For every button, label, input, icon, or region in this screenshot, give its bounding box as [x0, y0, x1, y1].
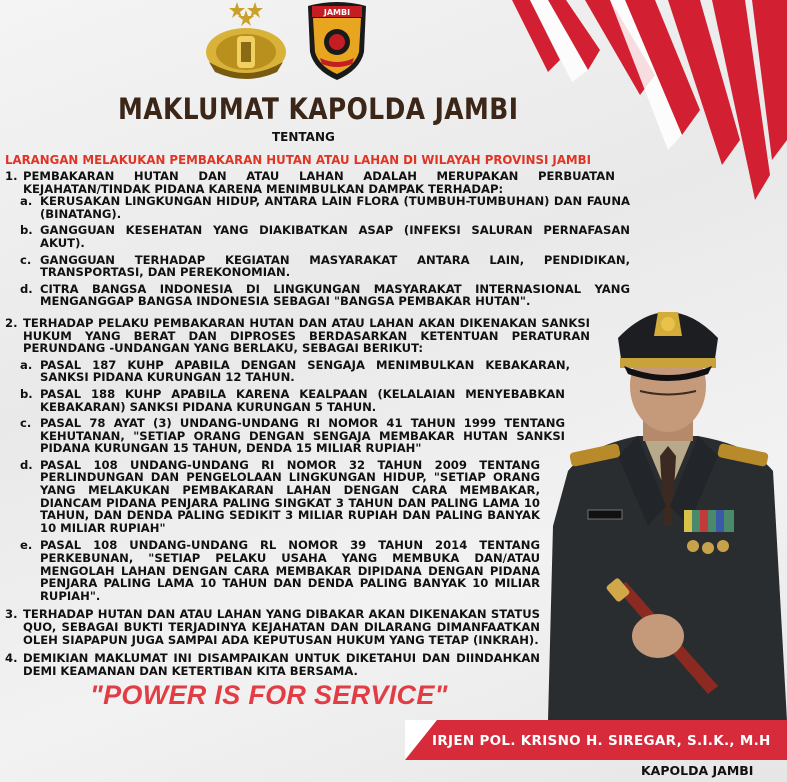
officer-portrait — [548, 296, 787, 721]
point-2-a: a. PASAL 187 KUHP APABILA DENGAN SENGAJA MENIMBULKAN KEBAKARAN, SANKSI PIDANA KURUNGAN 12 TAHUN. — [20, 357, 570, 385]
point-1-c: c. GANGGUAN TERHADAP KEGIATAN MASYARAKAT ANTARA LAIN, PENDIDIKAN, TRANSPORTASI, DAN PEREKONOMIAN. — [20, 252, 630, 280]
point-2-e: e. PASAL 108 UNDANG-UNDANG RL NOMOR 39 TAHUN 2014 TENTANG PERKEBUNAN, "SETIAP PELAKU USAHA YANG MEMBUKA DAN/ATAU MENGOLAH LAHAN DENGAN CARA MEMBAKAR DIPIDANA DENGAN PIDANA PENJARA PALING LAMA 10 TAHUN DAN DENDA PALING BANYAK 10 MILIAR RUPIAH". — [20, 538, 540, 603]
point-1: 1. PEMBAKARAN HUTAN DAN ATAU LAHAN ADALAH MERUPAKAN PERBUATAN KEJAHATAN/TINDAK PIDANA KARENA MENIMBULKAN DAMPAK TERHADAP: — [5, 169, 615, 196]
point-2-b: b. PASAL 188 KUHP APABILA KARENA KEALPAAN (KELALAIAN MENYEBABKAN KEBAKARAN) SANKSI PIDANA KURUNGAN 5 TAHUN. — [20, 386, 565, 414]
slogan: "POWER IS FOR SERVICE" — [90, 680, 448, 710]
point-4: 4. DEMIKIAN MAKLUMAT INI DISAMPAIKAN UNTUK DIKETAHUI DAN DIINDAHKAN DEMI KEAMANAN DAN KETERTIBAN KITA BERSAMA. — [5, 651, 540, 678]
page-title: MAKLUMAT KAPOLDA JAMBI — [118, 92, 519, 126]
polri-emblem-icon — [203, 0, 289, 82]
signatory-name: IRJEN POL. KRISNO H. SIREGAR, S.I.K., M.H — [432, 733, 771, 749]
point-2-c: c. PASAL 78 AYAT (3) UNDANG-UNDANG RI NOMOR 41 TAHUN 1999 TENTANG KEHUTANAN, "SETIAP ORANG DENGAN SENGAJA MEMBAKAR HUTAN SANKSI PIDANA KURUNGAN 15 TAHUN, DENDA 15 MILIAR RUPIAH" — [20, 416, 565, 456]
point-2: 2. TERHADAP PELAKU PEMBAKARAN HUTAN DAN ATAU LAHAN AKAN DIKENAKAN SANKSI HUKUM YANG BERAT DAN DIPROSES BERDASARKAN KETENTUAN PERATURAN PERUNDANG -UNDANGAN YANG BERLAKU, SEBAGAI BERIKUT: — [5, 315, 590, 356]
tentang-label: TENTANG — [272, 130, 335, 144]
point-1-d: d. CITRA BANGSA INDONESIA DI LINGKUNGAN MASYARAKAT INTERNASIONAL YANG MENGANGGAP BANGSA INDONESIA SEBAGAI "BANGSA PEMBAKAR HUTAN". — [20, 281, 630, 309]
svg-text:JAMBI: JAMBI — [323, 8, 351, 17]
polda-jambi-shield-icon — [304, 0, 370, 82]
point-1-a: a. KERUSAKAN LINGKUNGAN HIDUP, ANTARA LAIN FLORA (TUMBUH-TUMBUHAN) DAN FAUNA (BINATANG). — [20, 194, 630, 221]
subtitle: LARANGAN MELAKUKAN PEMBAKARAN HUTAN ATAU LAHAN DI WILAYAH PROVINSI JAMBI — [5, 152, 592, 167]
point-1-b: b. GANGGUAN KESEHATAN YANG DIAKIBATKAN ASAP (INFEKSI SALURAN PERNAFASAN AKUT). — [20, 223, 630, 250]
point-2-d: d. PASAL 108 UNDANG-UNDANG RI NOMOR 32 TAHUN 2009 TENTANG PERLINDUNGAN DAN PENGELOLAAN LINGKUNGAN HIDUP, "SETIAP ORANG YANG MELAKUKAN PEMBAKARAN LAHAN DENGAN CARA MEMBAKAR, DIANCAM PIDANA PENJARA PALING SINGKAT 3 TAHUN DAN PALING LAMA 10 TAHUN, DAN DENDA PALING SEDIKIT 3 MILIAR RUPIAH DAN PALING BANYAK 10 MILIAR RUPIAH" — [20, 457, 540, 535]
signatory-position: KAPOLDA JAMBI — [641, 763, 754, 778]
notice-body — [5, 170, 635, 677]
point-3: 3. TERHADAP HUTAN DAN ATAU LAHAN YANG DIBAKAR AKAN DIKENAKAN STATUS QUO, SEBAGAI BUKTI TERJADINYA KEJAHATAN DAN DILARANG DIMANFAATKAN OLEH SIAPAPUN JUGA SAMPAI ADA KEPUTUSAN HUKUM YANG TETAP (INKRAH). — [5, 607, 540, 647]
